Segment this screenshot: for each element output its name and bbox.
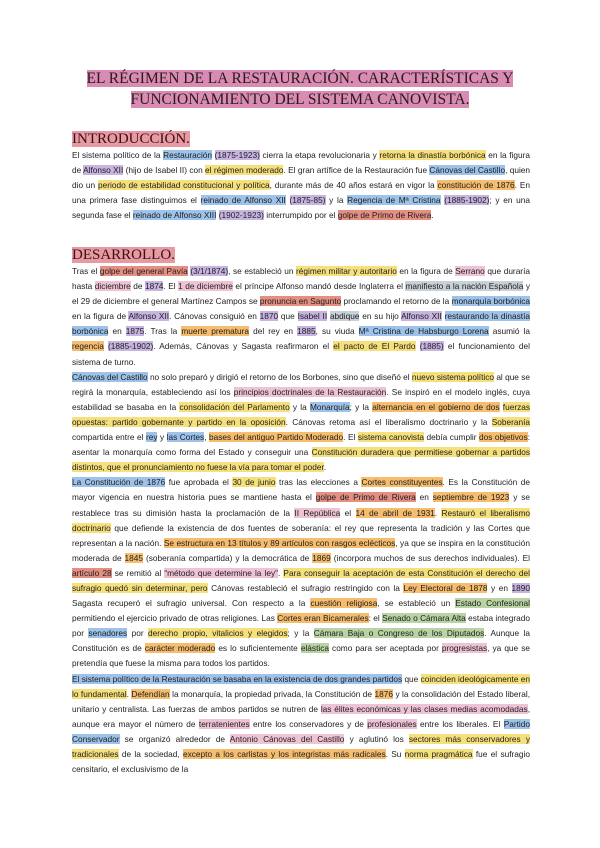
text-run: (soberanía compartida) y la democrática de (143, 552, 313, 563)
highlighted-phrase: Cánovas del Castillo (429, 165, 506, 176)
highlighted-phrase: 1876 (374, 688, 393, 699)
highlighted-phrase: retorna la dinastía borbónica (379, 150, 486, 160)
highlighted-phrase: 1870 (259, 311, 279, 322)
text-run: : el (368, 613, 383, 624)
highlighted-phrase: II República (294, 507, 341, 518)
development-paragraph (72, 370, 530, 476)
text-run: (incorpora muchos de sus derechos individuales). El (330, 552, 530, 563)
text-run: . (431, 210, 434, 221)
text-run: permitiendo el ejercicio privado de otras religiones. Las (72, 613, 278, 624)
highlighted-phrase: regencia (72, 341, 104, 352)
text-run: . Tras la (144, 326, 182, 337)
text-run: y en (487, 582, 512, 593)
highlighted-phrase: senadores (88, 628, 128, 639)
highlighted-phrase: Restauró el liberalismo doctrinario (72, 507, 530, 533)
highlighted-phrase: Cortes eran Bicamerales (277, 613, 369, 624)
highlighted-phrase: golpe de Primo de Rivera (315, 492, 416, 503)
highlighted-phrase: rey (145, 432, 158, 443)
highlighted-phrase: Alfonso XII (401, 311, 442, 322)
text-run: . Cánovas consiguió en (169, 311, 260, 322)
highlighted-phrase: el pacto de El Pardo (333, 341, 416, 352)
text-run: de la sociedad, (118, 749, 184, 759)
text-run: , (204, 432, 210, 443)
highlighted-phrase: Defendían (131, 688, 170, 699)
text-run: : asentar la monarquía como forma del Estado y conseguir una (72, 432, 530, 458)
highlighted-phrase: golpe del general Pavía (99, 266, 188, 276)
text-run: y la (325, 195, 348, 206)
highlighted-phrase: abdique (329, 311, 360, 322)
text-run: proclamando el retorno de la (341, 296, 452, 307)
highlighted-phrase: alternancia en el gobierno de dos (372, 401, 500, 412)
text-run: . En una primera fase distinguimos el (72, 180, 530, 206)
highlighted-phrase: pronuncia en Saguntо (259, 296, 342, 307)
text-run: del rey en (249, 326, 298, 337)
highlighted-phrase: periodo de estabilidad constitucional y política (98, 180, 270, 191)
text-run: no solo preparó y dirigió el retorno de los Borbones, sino que diseñó el (147, 371, 412, 382)
highlighted-phrase: “método que determine la ley” (164, 567, 278, 578)
highlighted-phrase: Regencia de Mª Cristina (347, 195, 441, 206)
text-run: ; y en una segunda fase el (72, 195, 530, 221)
highlighted-phrase: Serrano (455, 266, 485, 276)
highlighted-phrase: muerte prematura (181, 326, 250, 337)
text-run: el (340, 507, 356, 518)
text-run: . (323, 462, 327, 473)
highlighted-phrase: las élites económicas y las clases medias acomodadas (320, 703, 528, 714)
highlighted-phrase: Alfonso XII (128, 311, 170, 322)
highlighted-phrase: 30 de junio (232, 477, 276, 488)
highlighted-phrase: 1885 (297, 326, 316, 337)
highlighted-phrase: constitución de 1876 (437, 180, 515, 191)
highlighted-phrase: dos objetivos (479, 432, 528, 443)
highlighted-phrase: derecho propio, vitalicios y elegidos (148, 628, 288, 639)
text-run: . El (343, 432, 358, 443)
text-run: compartida entre el (72, 432, 146, 443)
text-run: en la figura de (72, 311, 129, 322)
highlighted-phrase: sistema canovista (357, 432, 425, 443)
highlighted-phrase: nuevo sistema político (411, 371, 495, 382)
text-run: . El (163, 281, 179, 292)
text-run: que (402, 673, 421, 684)
text-run (286, 195, 290, 205)
text-run: y la (289, 401, 310, 412)
highlighted-phrase: reinado de Alfonso XIII (132, 210, 217, 221)
text-run: debía cumplir (424, 432, 480, 443)
highlighted-phrase: (1875-85) (289, 195, 326, 206)
text-run: que duraría hasta (72, 266, 530, 292)
text-run: , se estableció un (228, 266, 297, 276)
text-run: , aunque era mayor el número de (72, 703, 530, 729)
text-run: fue aprobada el (165, 477, 233, 488)
text-run: . (126, 688, 132, 699)
text-run: y se restablece tras su dimisión hasta la proclamación de la (72, 492, 530, 518)
text-run: , ya que se pretendía que fuese la misma para todos los partidos. (72, 643, 530, 669)
document-title (60, 68, 540, 110)
highlighted-phrase: Para conseguir la aceptación de esta Constitución el derecho del sufragio quedó sin determinar, pero (72, 567, 530, 593)
highlighted-phrase: Soberanía (491, 416, 530, 427)
text-run: el príncipe Alfonso mandó desde Inglaterra el (232, 281, 406, 292)
highlighted-phrase: Cortes constituyentes (361, 477, 443, 488)
text-run: interrumpido por el (263, 210, 338, 221)
text-run: , se estableció un (377, 598, 456, 609)
text-run: . Su (385, 749, 405, 759)
text-run: Sagasta recuperó el sufragio universal. Con respecto a la (72, 598, 311, 609)
intro-heading: INTRODUCCIÓN. (72, 131, 190, 147)
highlighted-phrase: profesionales (367, 718, 417, 729)
title-line-2: FUNCIONAMIENTO DEL SISTEMA CANOVISTA. (130, 91, 470, 108)
text-run: el funcionamiento del sistema de turno. (72, 341, 531, 367)
text-run: que defiende la existencia de dos fuentes de soberanía: el rey que representa la tradición y las Cortes que representan a la nación. (72, 522, 530, 548)
highlighted-phrase: Antonio Cánovas del Castillo (229, 733, 345, 744)
highlighted-phrase: elástica (300, 643, 329, 654)
highlighted-phrase: Restauración (163, 150, 213, 160)
text-run: en su hijo (359, 311, 402, 322)
text-run: . (434, 507, 442, 518)
text-run: Cánovas restableció el sufragio restringido con la (207, 582, 404, 593)
text-run: ; y la (287, 628, 314, 639)
highlighted-phrase: fuerzas opuestas: partido gobernante y partido en la oposición (72, 401, 530, 427)
text-run: . Aunque la Constitución es de (72, 628, 531, 654)
text-run: y (157, 432, 167, 443)
text-run: en la figura de (72, 150, 530, 176)
development-body (72, 264, 530, 777)
highlighted-phrase: las Cortes (166, 432, 205, 443)
text-run: en (415, 492, 433, 503)
text-run: y aglutinó los (344, 733, 409, 744)
text-run: se remitió al (111, 567, 165, 578)
highlighted-phrase: La Constitución de 1876 (72, 477, 166, 488)
intro-paragraph (72, 148, 530, 223)
title-line-1: EL RÉGIMEN DE LA RESTAURACIÓN. CARACTERÍSTICAS Y (86, 70, 514, 87)
text-run: tras las elecciones a (275, 477, 362, 488)
highlighted-phrase: golpe de Primo de Rivera (337, 210, 432, 221)
highlighted-phrase: 1 de diciembre (178, 281, 233, 292)
highlighted-phrase: septiembre de 1923 (432, 492, 510, 503)
highlighted-phrase: 1874 (144, 281, 164, 292)
highlighted-phrase: manifiesto a la nación Española (405, 281, 524, 292)
highlighted-phrase: 14 de abril de 1931 (355, 507, 435, 518)
text-run: estaba integrado por (72, 613, 531, 639)
text-run: El sistema político de la (72, 150, 164, 160)
highlighted-phrase: (3/1/1874) (190, 266, 229, 276)
highlighted-phrase: Se estructura en 13 títulos y 89 artículos con rasgos eclécticos (163, 537, 396, 548)
text-run: , durante más de 40 años estará en vigor la (269, 180, 438, 191)
highlighted-phrase: (1875-1923) (214, 150, 260, 160)
highlighted-phrase: (1885-1902) (108, 341, 154, 352)
highlighted-phrase: el régimen moderado (205, 165, 284, 176)
highlighted-phrase: cuestión religiosa (310, 598, 378, 609)
text-run: y el 29 de diciembre el general Martínez Campos se (72, 281, 531, 307)
highlighted-phrase: 1869 (312, 552, 331, 563)
text-run: como para ser aceptada por (328, 643, 442, 654)
text-run: en la figura de (396, 266, 456, 276)
highlighted-phrase: Isabel II (297, 311, 328, 322)
development-heading: DESARROLLO. (72, 247, 175, 263)
highlighted-phrase: 1875 (125, 326, 145, 337)
highlighted-phrase: artículo 28 (72, 567, 112, 578)
intro-body (72, 148, 530, 223)
highlighted-phrase: consolidación del Parlamento (179, 401, 290, 412)
highlighted-phrase: Cánovas del Castillo (72, 371, 148, 382)
text-run: . Se inspiró en el modelo inglés, cuya estabilidad se basaba en la (72, 386, 531, 412)
highlighted-phrase: restaurando la dinastía borbónica (72, 311, 530, 337)
text-run: se organizó alrededor de (119, 733, 230, 744)
text-run: fue el sufragio censitario, el exclusivismo de la (72, 749, 530, 775)
highlighted-phrase: Ley Electoral de 1878 (403, 582, 488, 593)
development-paragraph (72, 475, 530, 671)
highlighted-phrase: coinciden ideológicamente en lo fundamental (72, 673, 530, 699)
text-run: . (277, 567, 284, 578)
highlighted-phrase: (1885-1902) (444, 195, 490, 206)
text-run: de (130, 281, 145, 292)
highlighted-phrase: 1845 (124, 552, 143, 563)
text-run: cierra la etapa revolucionaria y (259, 150, 380, 160)
text-run: por (127, 628, 149, 639)
highlighted-phrase: excepto a los carlistas y los integristas más radicales (183, 749, 386, 759)
development-paragraph (72, 264, 530, 370)
text-run: . Es la Constitución de mayor vigencia en nuestra historia pues se mantiene hasta el (72, 477, 531, 503)
highlighted-phrase: carácter moderado (144, 643, 216, 654)
text-run: la monarquía, la propiedad privada, la Constitución de (169, 688, 375, 699)
text-run: es lo suficientemente (215, 643, 301, 654)
text-run: entre los liberales. El (416, 718, 504, 729)
highlighted-phrase: (1902-1923) (218, 210, 264, 221)
highlighted-phrase: Estado Confesional (455, 598, 530, 609)
highlighted-phrase: El sistema político de la Restauración se basaba en la existencia de dos grandes partidos (72, 673, 403, 684)
highlighted-phrase: bases del antiguo Partido Moderado (209, 432, 344, 443)
highlighted-phrase: norma pragmática (404, 749, 473, 759)
text-run: y la consolidación del Estado liberal, unitario y centralista. Las fuerzas de ambos partidos se nutren de (72, 688, 530, 714)
text-run: en (108, 326, 126, 337)
highlighted-phrase: Alfonso XII (83, 165, 124, 176)
text-run: , su viuda (315, 326, 359, 337)
highlighted-phrase: reinado de Alfonso XII (200, 195, 286, 206)
text-run: , ya que se inspira en la constitución moderada de (72, 537, 530, 563)
text-run: al que se regirá la monarquía, estableciendo así los (72, 371, 530, 397)
highlighted-phrase: progresistas (441, 643, 488, 654)
highlighted-phrase: Mª Cristina de Habsburgo Lorena (358, 326, 489, 337)
highlighted-phrase: Partido Conservador (72, 718, 530, 744)
highlighted-phrase: sectores más conservadores y tradicionales (72, 733, 530, 759)
highlighted-phrase: Constitución duradera que permitiese gobernar a partidos distintos, que el pronunciamiento no fuese la vía para tomar el poder (72, 447, 530, 473)
highlighted-phrase: monarquía borbónica (451, 296, 530, 307)
highlighted-phrase: régimen militar y autoritario (296, 266, 397, 276)
highlighted-phrase: principios doctrinales de la Restauración (233, 386, 387, 397)
highlighted-phrase: Monarquía (309, 401, 350, 412)
text-run: (hijo de Isabel II) con (123, 165, 206, 176)
text-run: entre los conservadores y de (249, 718, 368, 729)
highlighted-phrase: terratenientes (198, 718, 250, 729)
highlighted-phrase: (1885) (419, 341, 444, 352)
text-run: ; y la (349, 401, 373, 412)
text-run: Tras el (72, 266, 100, 276)
text-run: . Cánovas retoma así el liberalismo doctrinario y la (285, 416, 492, 427)
highlighted-phrase: 1890 (511, 582, 531, 593)
highlighted-phrase: diciembre (94, 281, 131, 292)
development-paragraph (72, 672, 530, 778)
highlighted-phrase: Cámara Baja o Congreso de los Diputados (313, 628, 485, 639)
text-run: , quien dio un (72, 165, 531, 191)
text-run: asumió la (488, 326, 530, 337)
text-run: . Además, Cánovas y Sagasta reafirmaron el (153, 341, 334, 352)
text-run: . El gran artífice de la Restauración fue (283, 165, 430, 176)
text-run: que (278, 311, 298, 322)
highlighted-phrase: Senado o Cámara Alta (382, 613, 466, 624)
